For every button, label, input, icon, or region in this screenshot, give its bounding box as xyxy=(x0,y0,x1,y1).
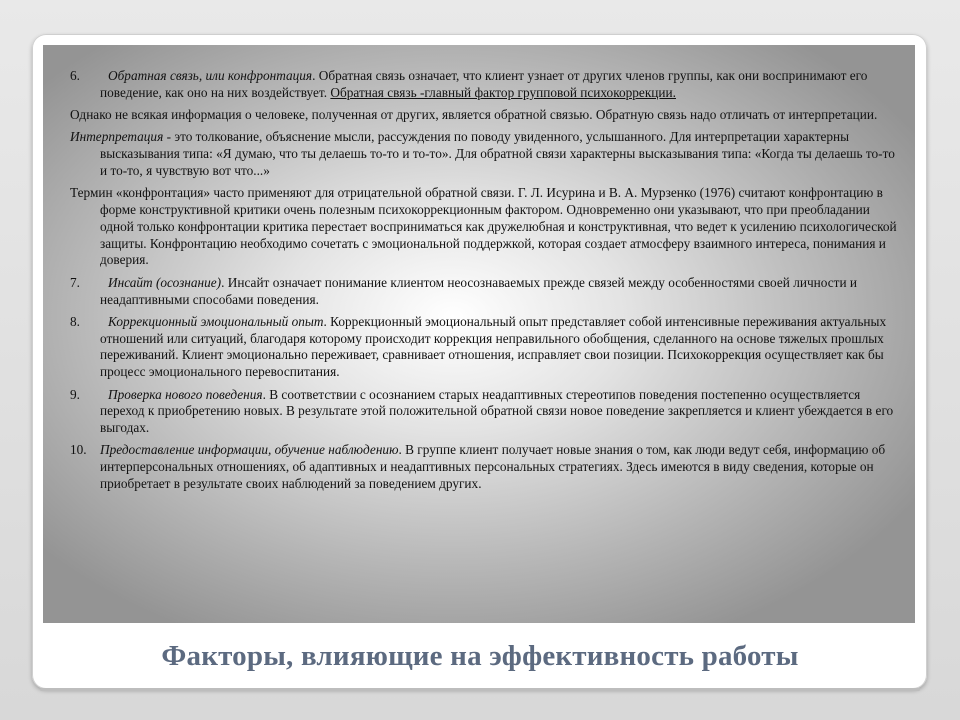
item-number: 9. xyxy=(70,386,80,402)
item-number: 7. xyxy=(70,274,80,290)
slide-title: Факторы, влияющие на эффективность работы xyxy=(161,640,799,672)
content-text xyxy=(70,68,900,498)
card-bottom-edge xyxy=(40,688,920,691)
item-term: Коррекционный эмоциональный опыт xyxy=(108,313,324,329)
item-term: Проверка нового поведения xyxy=(108,386,263,402)
item-text: . В соответствии с осознанием старых неадаптивных стереотипов поведения постепенно осуществляется переход к приобретению новых. В результате этой положительной обратной связи новое поведение закрепляется и клиент убеждается в его выгодах. xyxy=(100,386,894,436)
item-number: 6. xyxy=(70,68,80,83)
paragraph-text: - это толкование, объяснение мысли, рассуждения по поводу увиденного, услышанного. Для интерпретации характерны высказывания типа: «Я думаю, что ты делаешь то-то и то-то». Для обратной связи характерны высказывания типа: «Когда ты делаешь то-то и то-то, я чувствую вот что...» xyxy=(100,129,895,178)
paragraph-text: Однако не всякая информация о человеке, полученная от других, является обратной связью. Обратную связь надо отличать от интерпретации. xyxy=(70,107,878,123)
paragraph-feedback-vs-interpretation xyxy=(70,107,900,124)
paragraph-term: Интерпретация xyxy=(70,129,164,145)
content-panel xyxy=(43,45,915,623)
item-number: 10. xyxy=(70,442,87,458)
item-underlined-text: Обратная связь -главный фактор групповой психокоррекции. xyxy=(330,84,676,100)
paragraph-interpretation xyxy=(70,129,900,179)
paragraph-text: Термин «конфронтация» часто применяют для отрицательной обратной связи. Г. Л. Исурина и В. А. Мурзенко (1976) считают конфронтацию в форме конструктивной критики очень полезным психокоррекционным фактором. Одновременно они указывают, что при преобладании одной только конфронтации критика перестает восприниматься как дружелюбная и конструктивная, что ведет к усилению психологической защиты. Конфронтацию необходимо сочетать с эмоциональной поддержкой, которая создает атмосферу взаимного интереса, понимания и доверия. xyxy=(70,185,897,268)
item-term: Предоставление информации, обучение наблюдению xyxy=(100,442,399,458)
list-item-10 xyxy=(70,442,900,492)
item-text: . Обратная связь означает, что клиент узнает от других членов группы, как они воспринимают его поведение, как оно на них воздействует. xyxy=(100,68,868,100)
item-text: . В группе клиент получает новые знания о том, как люди ведут себя, информацию об интерперсональных отношениях, об адаптивных и неадаптивных персональных стратегиях. Здесь имеются в виду сведения, которые он приобретает в результате своих наблюдений за поведением других. xyxy=(100,442,886,492)
list-item-9 xyxy=(70,387,900,437)
item-term: Обратная связь, или конфронтация xyxy=(108,68,313,83)
item-number: 8. xyxy=(70,313,80,329)
list-item-7 xyxy=(70,275,900,309)
item-text: . Коррекционный эмоциональный опыт представляет собой интенсивные переживания актуальных отношений или ситуаций, благодаря которому происходит коррекция неправильного обобщения, сделанного на основе тяжелых прошлых переживаний. Клиент эмоционально переживает, сравнивает отношения, исправляет свои позиции. Психокоррекция осуществляет как бы процесс эмоционального перевоспитания. xyxy=(100,313,887,380)
item-text: . Инсайт означает понимание клиентом неосознаваемых прежде связей между особенностями своей личности и неадаптивными способами поведения. xyxy=(100,274,858,307)
paragraph-confrontation xyxy=(70,185,900,269)
list-item-6 xyxy=(70,68,900,102)
list-item-8 xyxy=(70,314,900,381)
item-term: Инсайт (осознание) xyxy=(108,274,222,290)
